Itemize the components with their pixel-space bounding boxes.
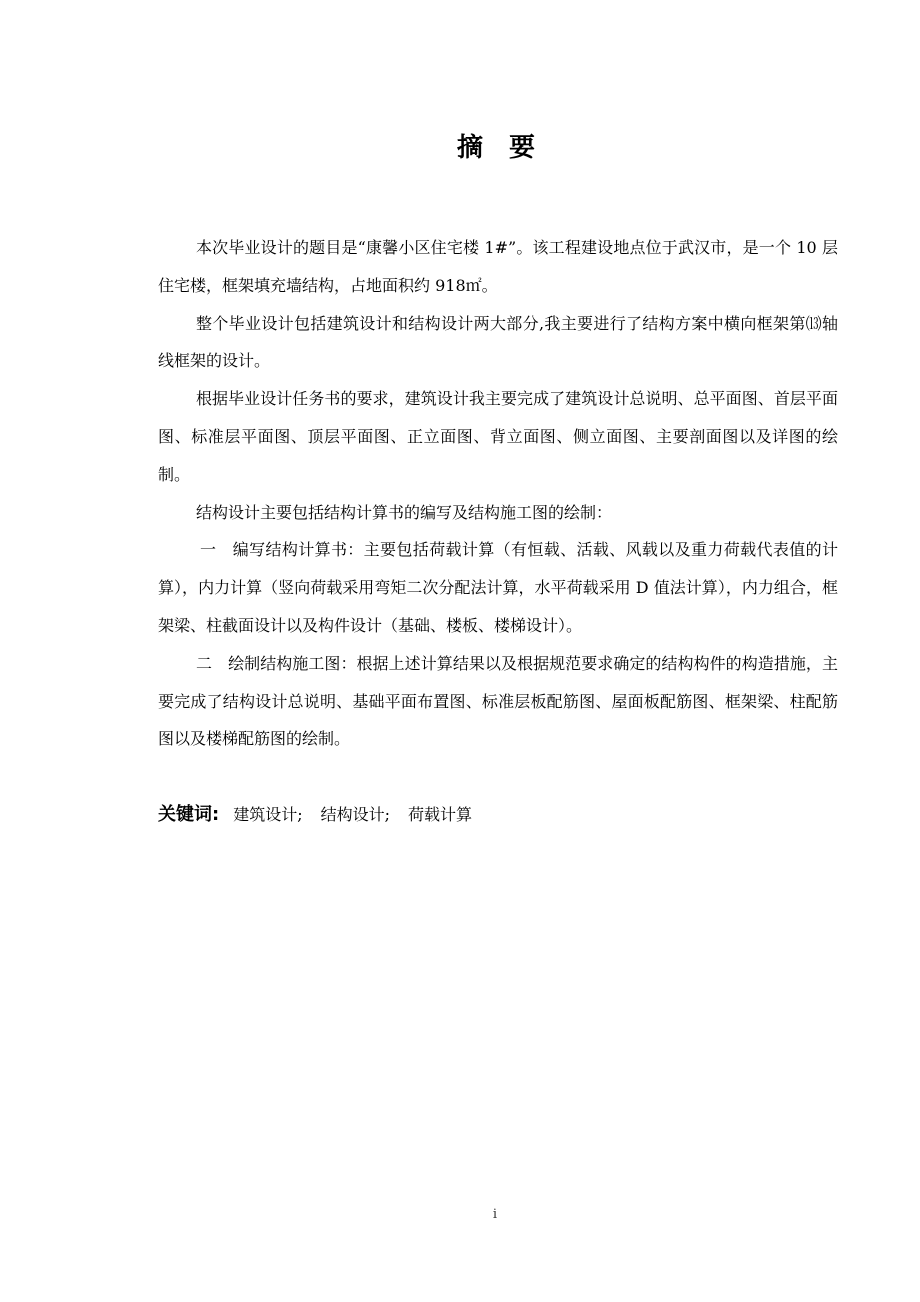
paragraph-project-intro: 本次毕业设计的题目是“康馨小区住宅楼 1#”。该工程建设地点位于武汉市，是一个 10 层住宅楼，框架填充墙结构，占地面积约 918㎡。 bbox=[158, 238, 838, 295]
keywords-label: 关键词: bbox=[158, 804, 220, 825]
keyword-item: 荷载计算 bbox=[408, 805, 473, 824]
page-number: i bbox=[492, 1207, 498, 1222]
title-char-2: 要 bbox=[509, 133, 536, 163]
keyword-item: 结构设计; bbox=[320, 805, 391, 824]
paragraph-item-drawings: 二 绘制结构施工图：根据上述计算结果以及根据规范要求确定的结构构件的构造措施，主要完成了结构设计总说明、基础平面布置图、标准层板配筋图、屋面板配筋图、框架梁、柱配筋图以及楼梯配筋图的绘制。 bbox=[158, 653, 838, 749]
keyword-item: 建筑设计; bbox=[233, 805, 303, 824]
paragraph-design-scope: 整个毕业设计包括建筑设计和结构设计两大部分,我主要进行了结构方案中横向框架第⒀轴线框架的设计。 bbox=[158, 313, 838, 371]
keywords-line bbox=[158, 800, 490, 830]
paragraph-structural-design: 结构设计主要包括结构计算书的编写及结构施工图的绘制： bbox=[196, 502, 613, 522]
title-char-1: 摘 bbox=[456, 133, 483, 163]
abstract-body bbox=[158, 229, 838, 758]
abstract-title bbox=[0, 130, 920, 166]
paragraph-architectural-design: 根据毕业设计任务书的要求，建筑设计我主要完成了建筑设计总说明、总平面图、首层平面图、标准层平面图、顶层平面图、正立面图、背立面图、侧立面图、主要剖面图以及详图的绘制。 bbox=[158, 389, 838, 484]
paragraph-item-calculation: 一 编写结构计算书：主要包括荷载计算（有恒载、活载、风载以及重力荷载代表值的计算），内力计算（竖向荷载采用弯矩二次分配法计算，水平荷载采用 D 值法计算），内力组合，框架梁、柱截面设计以及构件设计（基础、楼板、楼梯设计）。 bbox=[158, 540, 838, 635]
